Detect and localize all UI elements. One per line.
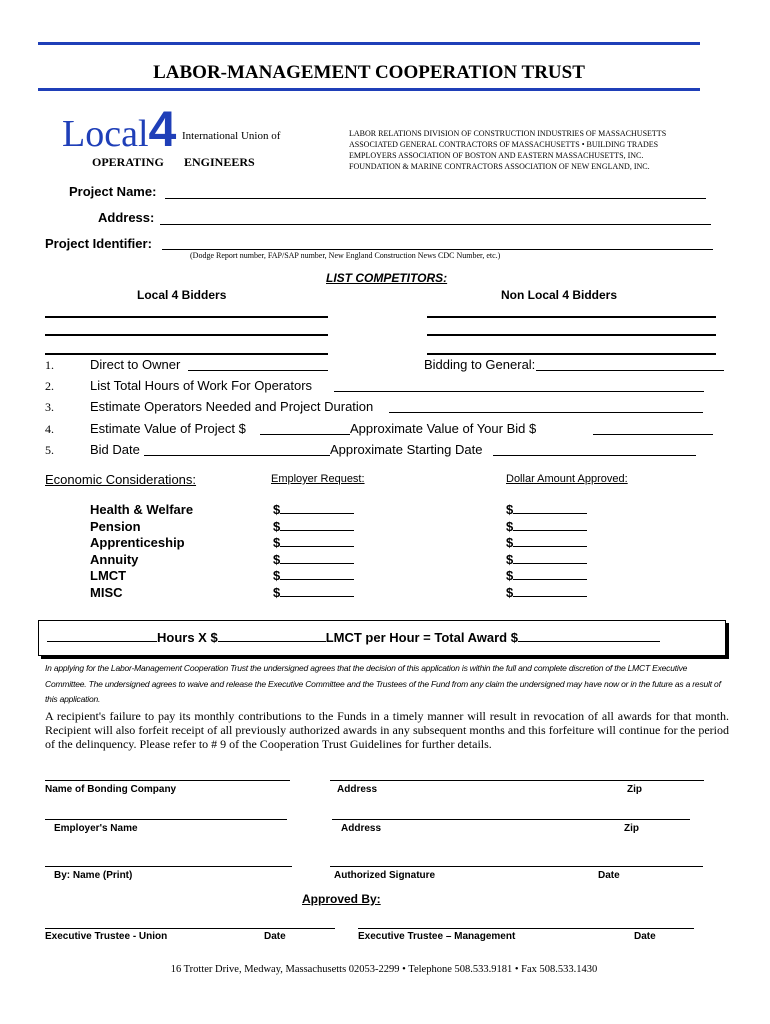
request-field[interactable]: $ (273, 535, 354, 552)
approved-by-label: Approved By: (302, 892, 381, 906)
identifier-hint: (Dodge Report number, FAP/SAP number, New England Construction News CDC Number, etc.) (190, 251, 501, 260)
item-text: Bid Date (90, 442, 140, 457)
forfeit-notice: A recipient's failure to pay its monthly contributions to the Funds in a timely manner will result in revocation of all awards for that month. Recipient will also forfeit receipt of all previously authorized awards in any subsequent months and this forfeiture will continue for the period of the delinquency. Please refer to # 9 of the Cooperation Trust Guidelines for further details. (45, 709, 729, 751)
local-bidder-line[interactable] (45, 334, 328, 336)
project-identifier-field[interactable] (162, 249, 713, 250)
logo (62, 100, 177, 157)
request-field[interactable]: $ (273, 502, 354, 519)
trustee-mgmt-field[interactable] (358, 928, 694, 929)
approved-field[interactable]: $ (506, 535, 587, 552)
nonlocal-bidder-line[interactable] (427, 334, 716, 336)
total-award-field[interactable] (518, 641, 660, 642)
project-name-field[interactable] (165, 198, 706, 199)
local-bidder-line[interactable] (45, 316, 328, 318)
approved-field[interactable]: $ (506, 568, 587, 585)
project-value-field[interactable] (260, 434, 350, 435)
project-name-label: Project Name: (69, 184, 157, 199)
zip-label: Zip (624, 823, 639, 834)
list-competitors-heading: LIST COMPETITORS: (326, 271, 448, 285)
org-list (349, 128, 666, 172)
org-line: EMPLOYERS ASSOCIATION OF BOSTON AND EASTERN MASSACHUSETTS, INC. (349, 151, 644, 160)
hours-field[interactable] (47, 641, 157, 642)
operating-label: OPERATING (92, 155, 164, 169)
address-field[interactable] (160, 224, 711, 225)
request-field[interactable]: $ (273, 552, 354, 569)
address-label: Address (337, 784, 378, 795)
approved-field[interactable]: $ (506, 502, 587, 519)
request-column (273, 502, 354, 601)
nonlocal-bidder-line[interactable] (427, 316, 716, 318)
date-label: Date (598, 870, 620, 881)
starting-date-field[interactable] (493, 455, 696, 456)
trustee-union-label: Executive Trustee - Union (45, 931, 168, 942)
economic-heading: Economic Considerations: (45, 472, 197, 487)
local-bidders-label: Local 4 Bidders (137, 288, 227, 302)
approved-field[interactable]: $ (506, 552, 587, 569)
bonding-address-field[interactable] (330, 780, 704, 781)
item-number: 5. (45, 443, 54, 457)
address-label: Address (341, 823, 382, 834)
lmct-label: LMCT per Hour = Total Award $ (325, 630, 518, 645)
approved-column (506, 502, 587, 601)
operators-duration-field[interactable] (389, 412, 703, 413)
hours-label: Hours X $ (157, 630, 218, 645)
economic-item: Health & Welfare (90, 502, 194, 517)
local-bidder-line[interactable] (45, 353, 328, 355)
starting-date-label: Approximate Starting Date (330, 442, 483, 457)
authorized-signature-label: Authorized Signature (334, 870, 436, 881)
rate-field[interactable] (218, 641, 326, 642)
top-rule (38, 42, 700, 45)
total-hours-field[interactable] (334, 391, 704, 392)
engineers-label: ENGINEERS (184, 155, 255, 169)
direct-to-owner-field[interactable] (188, 370, 328, 371)
trustee-mgmt-label: Executive Trustee – Management (358, 931, 516, 942)
economic-item: Annuity (90, 551, 139, 567)
item-number: 1. (45, 358, 54, 372)
bidding-to-general-field[interactable] (536, 370, 724, 371)
economic-item: Pension (90, 518, 141, 534)
employer-request-heading: Employer Request: (271, 473, 365, 485)
date-label: Date (634, 931, 656, 942)
item-number: 3. (45, 400, 54, 414)
request-field[interactable]: $ (273, 585, 354, 602)
employer-address-field[interactable] (332, 819, 690, 820)
bonding-company-field[interactable] (45, 780, 290, 781)
name-print-label: By: Name (Print) (54, 870, 133, 881)
footer-address: 16 Trotter Drive, Medway, Massachusetts 02053-2299 • Telephone 508.533.9181 • Fax 508.533.1430 (170, 964, 598, 975)
item-text: Estimate Value of Project $ (90, 421, 246, 436)
item-number: 4. (45, 422, 54, 436)
bid-date-field[interactable] (144, 455, 330, 456)
approved-field[interactable]: $ (506, 519, 587, 536)
economic-item: MISC (90, 584, 123, 600)
item-number: 2. (45, 379, 54, 393)
org-line: ASSOCIATED GENERAL CONTRACTORS OF MASSACHUSETTS • BUILDING TRADES (349, 140, 659, 149)
org-line: FOUNDATION & MARINE CONTRACTORS ASSOCIATION OF NEW ENGLAND, INC. (349, 162, 650, 171)
address-label: Address: (98, 210, 155, 225)
employer-name-label: Employer's Name (54, 823, 138, 834)
trustee-union-field[interactable] (45, 928, 335, 929)
employer-name-field[interactable] (45, 819, 287, 820)
item-text: List Total Hours of Work For Operators (90, 378, 313, 393)
economic-item: LMCT (90, 568, 127, 583)
economic-items (90, 502, 193, 601)
logo-local: Local (62, 113, 149, 155)
intl-union: International Union of (182, 130, 281, 142)
nonlocal-bidder-line[interactable] (427, 353, 716, 355)
award-line (47, 630, 660, 645)
zip-label: Zip (627, 784, 642, 795)
item-text: Direct to Owner (90, 357, 181, 372)
award-box (38, 620, 726, 656)
bid-value-field[interactable] (593, 434, 713, 435)
dollar-approved-heading: Dollar Amount Approved: (506, 473, 628, 485)
request-field[interactable]: $ (273, 568, 354, 585)
approved-field[interactable]: $ (506, 585, 587, 602)
org-line: LABOR RELATIONS DIVISION OF CONSTRUCTION INDUSTRIES OF MASSACHUSETTS (349, 129, 667, 138)
form-title: LABOR-MANAGEMENT COOPERATION TRUST (153, 62, 585, 83)
economic-item: Apprenticeship (90, 535, 185, 550)
nonlocal-bidders-label: Non Local 4 Bidders (501, 288, 618, 302)
name-print-field[interactable] (45, 866, 292, 867)
bid-value-label: Approximate Value of Your Bid $ (350, 421, 537, 436)
authorized-signature-field[interactable] (330, 866, 703, 867)
bidding-to-general-label: Bidding to General: (424, 357, 536, 372)
project-identifier-label: Project Identifier: (45, 236, 152, 251)
item-text: Estimate Operators Needed and Project Duration (90, 399, 374, 414)
logo-number: 4 (148, 101, 177, 157)
request-field[interactable]: $ (273, 519, 354, 536)
date-label: Date (264, 931, 286, 942)
title-rule (38, 88, 700, 91)
bonding-company-label: Name of Bonding Company (45, 784, 177, 795)
disclaimer: In applying for the Labor-Management Cooperation Trust the undersigned agrees that the decision of this application is within the full and complete discretion of the LMCT Executive Committee. The undersigned agrees to waive and release the Executive Committee and the Trustees of the Fund from any claim the undersigned may have now or in the future as a result of this application. (45, 663, 721, 704)
